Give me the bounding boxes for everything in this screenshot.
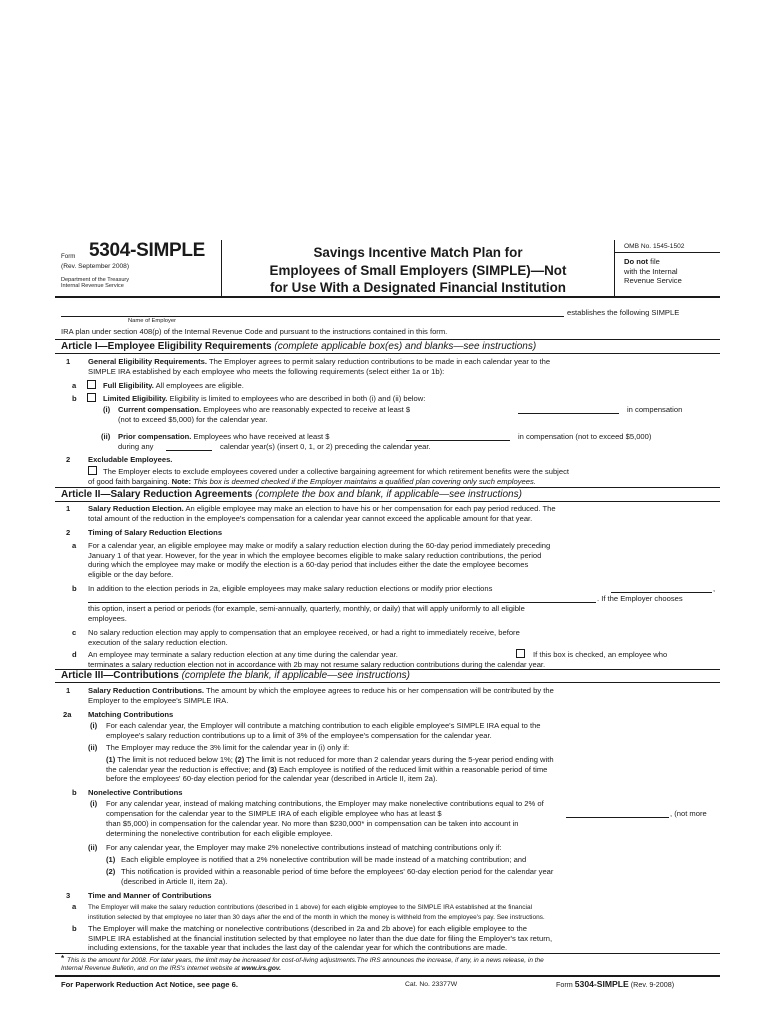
sub-label: (2) bbox=[106, 867, 116, 876]
item-letter: b bbox=[72, 584, 77, 593]
item-letter: b bbox=[72, 394, 77, 403]
timing-d-text-cont: terminates a salary reduction election not in accordance with 2b may not resume salary reduction contributions during the calendar year. bbox=[88, 660, 546, 669]
excludable-employees-title: Excludable Employees. bbox=[88, 455, 173, 464]
header-divider-right bbox=[614, 240, 615, 296]
item-letter: a bbox=[72, 381, 77, 390]
full-eligibility-text: Full Eligibility. All employees are eligible. bbox=[103, 381, 244, 390]
sub-label: (ii) bbox=[88, 843, 98, 852]
years-text: calendar year(s) (insert 0, 1, or 2) preceding the calendar year. bbox=[220, 442, 431, 451]
item-letter: b bbox=[72, 788, 77, 797]
prior-compensation-end: in compensation (not to exceed $5,000) bbox=[518, 432, 652, 441]
election-period-field-2[interactable] bbox=[88, 602, 596, 603]
timing-title: Timing of Salary Reduction Elections bbox=[88, 528, 223, 537]
comma: , bbox=[713, 584, 716, 593]
matching-ii-conditions: (1) The limit is not reduced below 1%; (2) The limit is not reduced for more than 2 calendar years during the 5-year period ending with the calendar year the reduction is effective; and (3) Each employee is notified of the reduced limit within a reasonable period of time before the employees' 60-day election period for the calendar year (described in Article II, item 2a). bbox=[106, 755, 554, 784]
nonelective-i-text: For any calendar year, instead of making matching contributions, the Employer may make nonelective contributions equal to 2% of bbox=[106, 799, 544, 808]
article-2-rule bbox=[55, 487, 720, 488]
sub-label: (1) bbox=[106, 855, 116, 864]
limited-eligibility-checkbox[interactable] bbox=[87, 393, 96, 402]
department: Department of the Treasury Internal Revenue Service bbox=[61, 277, 130, 290]
timing-d-checkbox-text: If this box is checked, an employee who bbox=[533, 650, 668, 659]
sub-label: (i) bbox=[90, 721, 98, 730]
omb-divider bbox=[615, 252, 720, 253]
time-manner-b-text: The Employer will make the matching or nonelective contributions (described in 2a and 2b above) for each eligible employee to the SIMPLE IRA established at the financial institution selected by that employee no later than the due date for filing the Employer's tax return, including extensions, for the taxable year that includes the last day of the calendar year for which the contributions are made. bbox=[88, 924, 553, 953]
article-3-heading: Article III—Contributions (complete the blank, if applicable—see instructions) bbox=[61, 670, 411, 681]
current-compensation-text: Current compensation. Employees who are reasonably expected to receive at least $ bbox=[118, 405, 411, 414]
employer-chooses-text: . If the Employer chooses bbox=[597, 594, 683, 603]
matching-contributions-title: Matching Contributions bbox=[88, 710, 174, 719]
excludable-employees-text: The Employer elects to exclude employees covered under a collective bargaining agreement for which retirement benefits were the subject bbox=[103, 467, 569, 476]
establishes-text: establishes the following SIMPLE bbox=[567, 308, 680, 317]
matching-ii-text: The Employer may reduce the 3% limit for the calendar year in (i) only if: bbox=[106, 743, 350, 752]
item-number: 1 bbox=[66, 357, 71, 366]
nonelective-i-text-3: than $5,000) in compensation for the calendar year. No more than $230,000* in compensation can be taken into account in determining the nonelective contribution for each eligible employee. bbox=[106, 819, 519, 838]
current-compensation-field[interactable] bbox=[518, 413, 619, 414]
nonelective-title: Nonelective Contributions bbox=[88, 788, 183, 797]
timing-a-text: For a calendar year, an eligible employee may make or modify a salary reduction election during the 60-day period immediately preceding January 1 of that year. However, for the year in which the employee becomes eligible to make salary reduction contributions, the period during which the employee may make or modify the election is a 60-day period that includes either the date the employee becomes eligible or the day before. bbox=[88, 541, 551, 579]
article-1-rule bbox=[55, 339, 720, 340]
item-letter: d bbox=[72, 650, 77, 659]
footnote-rule bbox=[55, 953, 720, 954]
item-letter: a bbox=[72, 902, 77, 911]
prior-compensation-field[interactable] bbox=[406, 440, 510, 441]
time-manner-a-text: The Employer will make the salary reduction contributions (described in 1 above) for each eligible employee to the SIMPLE IRA established at the financial institution selected by that employee no later than 30 days after the end of the month in which the money is withheld from the employee's pay. See instructions. bbox=[88, 904, 545, 921]
current-compensation-end: in compensation bbox=[627, 405, 683, 414]
current-compensation-note: (not to exceed $5,000) for the calendar year. bbox=[118, 415, 268, 424]
item-number: 2 bbox=[66, 528, 71, 537]
matching-i-text: For each calendar year, the Employer will contribute a matching contribution to each eligible employee's SIMPLE IRA equal to the employee's salary reduction contributions up to a limit of 3% of the employee's compensation for the calendar year. bbox=[106, 721, 541, 740]
timing-b-text-cont: this option, insert a period or periods (for example, semi-annually, quarterly, monthly, or daily) that will apply uniformly to all eligible employees. bbox=[88, 604, 525, 623]
omb-number: OMB No. 1545-1502 bbox=[624, 243, 685, 250]
footnote-text-2: Internal Revenue Bulletin, and on the IRS's internet website at www.irs.gov. bbox=[61, 965, 281, 972]
nonelective-compensation-field[interactable] bbox=[566, 817, 669, 818]
item-number: 2 bbox=[66, 455, 71, 464]
sub-label: (ii) bbox=[88, 743, 98, 752]
during-any-text: during any bbox=[118, 442, 154, 451]
time-manner-title: Time and Manner of Contributions bbox=[88, 891, 212, 900]
election-period-field-1[interactable] bbox=[611, 592, 712, 593]
prior-compensation-text: Prior compensation. Employees who have received at least $ bbox=[118, 432, 330, 441]
sub-label: (i) bbox=[90, 799, 98, 808]
do-not-file-notice: Do not file with the Internal Revenue Service bbox=[624, 257, 682, 286]
nonelective-i-text-2: compensation for the calendar year to the SIMPLE IRA of each eligible employee who has at least $ bbox=[106, 809, 442, 818]
years-field[interactable] bbox=[166, 450, 212, 451]
header-divider-left bbox=[221, 240, 222, 296]
form-prefix: Form bbox=[61, 253, 76, 260]
item-number: 2a bbox=[63, 710, 72, 719]
catalog-number: Cat. No. 23377W bbox=[405, 981, 458, 988]
employer-name-field[interactable] bbox=[61, 316, 564, 317]
terminate-election-checkbox[interactable] bbox=[516, 649, 525, 658]
general-eligibility: General Eligibility Requirements. The Employer agrees to permit salary reduction contributions to be made in each calendar year to the SIMPLE IRA established by each employee who meets the following requirements (select either 1a or 1b): bbox=[88, 357, 551, 376]
item-letter: a bbox=[72, 541, 77, 550]
item-letter: b bbox=[72, 924, 77, 933]
nonelective-ii-1: Each eligible employee is notified that a 2% nonelective contribution will be made instead of a matching contribution; and bbox=[121, 855, 527, 864]
employer-name-label: Name of Employer bbox=[128, 318, 177, 324]
salary-reduction-contributions: Salary Reduction Contributions. The amount by which the employee agrees to reduce his or her compensation will be contributed by the Employer to the employee's SIMPLE IRA. bbox=[88, 686, 554, 705]
exclude-employees-checkbox[interactable] bbox=[88, 466, 97, 475]
nonelective-ii-text: For any calendar year, the Employer may make 2% nonelective contributions instead of matching contributions only if: bbox=[106, 843, 502, 852]
timing-c-text: No salary reduction election may apply to compensation that an employee received, or had a right to immediately receive, before execution of the salary reduction election. bbox=[88, 628, 520, 647]
full-eligibility-checkbox[interactable] bbox=[87, 380, 96, 389]
article-2-heading: Article II—Salary Reduction Agreements (complete the box and blank, if applicable—see instructions) bbox=[61, 489, 522, 500]
article-3-heading-rule bbox=[55, 682, 720, 683]
footer-form-id: Form 5304-SIMPLE (Rev. 9-2008) bbox=[556, 979, 675, 989]
page-title: Savings Incentive Match Plan for Employees of Small Employers (SIMPLE)—Not for Use With a Designated Financial Institution bbox=[269, 245, 567, 295]
article-2-heading-rule bbox=[55, 501, 720, 502]
limited-eligibility-text: Limited Eligibility. Eligibility is limited to employees who are described in both (i) and (ii) below: bbox=[103, 394, 426, 403]
nonelective-ii-2: This notification is provided within a reasonable period of time before the employees' 60-day election period for the calendar year (described in Article II, item 2a). bbox=[121, 867, 554, 886]
article-1-heading: Article I—Employee Eligibility Requirements (complete applicable box(es) and blanks—see instructions) bbox=[61, 341, 537, 352]
footnote-text: This is the amount for 2008. For later years, the limit may be increased for cost-of-living adjustments.The IRS announces the increase, if any, in a news release, in the bbox=[67, 957, 544, 964]
not-more-text: , (not more bbox=[670, 809, 707, 818]
sub-label: (ii) bbox=[101, 432, 111, 441]
revision-date: (Rev. September 2008) bbox=[61, 263, 130, 270]
item-number: 1 bbox=[66, 504, 71, 513]
ira-plan-text: IRA plan under section 408(p) of the Internal Revenue Code and pursuant to the instructions contained in this form. bbox=[61, 327, 448, 336]
sub-label: (i) bbox=[103, 405, 111, 414]
item-number: 3 bbox=[66, 891, 71, 900]
header-bottom-rule bbox=[55, 296, 720, 298]
form-number: 5304-SIMPLE bbox=[89, 240, 206, 261]
salary-reduction-election: Salary Reduction Election. An eligible employee may make an election to have his or her compensation for each pay period reduced. The total amount of the reduction in the employee's compensation for a calendar year cannot exceed the applicable amount for that year. bbox=[88, 504, 556, 523]
footer-rule bbox=[55, 975, 720, 977]
timing-b-text: In addition to the election periods in 2a, eligible employees may make salary reduction elections or modify prior elections bbox=[88, 584, 493, 593]
timing-d-text: An employee may terminate a salary reduction election at any time during the calendar year. bbox=[88, 650, 398, 659]
paperwork-notice: For Paperwork Reduction Act Notice, see page 6. bbox=[61, 980, 238, 989]
item-letter: c bbox=[72, 628, 77, 637]
article-1-heading-rule bbox=[55, 353, 720, 354]
item-number: 1 bbox=[66, 686, 71, 695]
footnote-marker: * bbox=[61, 954, 65, 963]
excludable-employees-note: of good faith bargaining. Note: This box is deemed checked if the Employer maintains a qualified plan covering only such employees. bbox=[88, 477, 536, 486]
